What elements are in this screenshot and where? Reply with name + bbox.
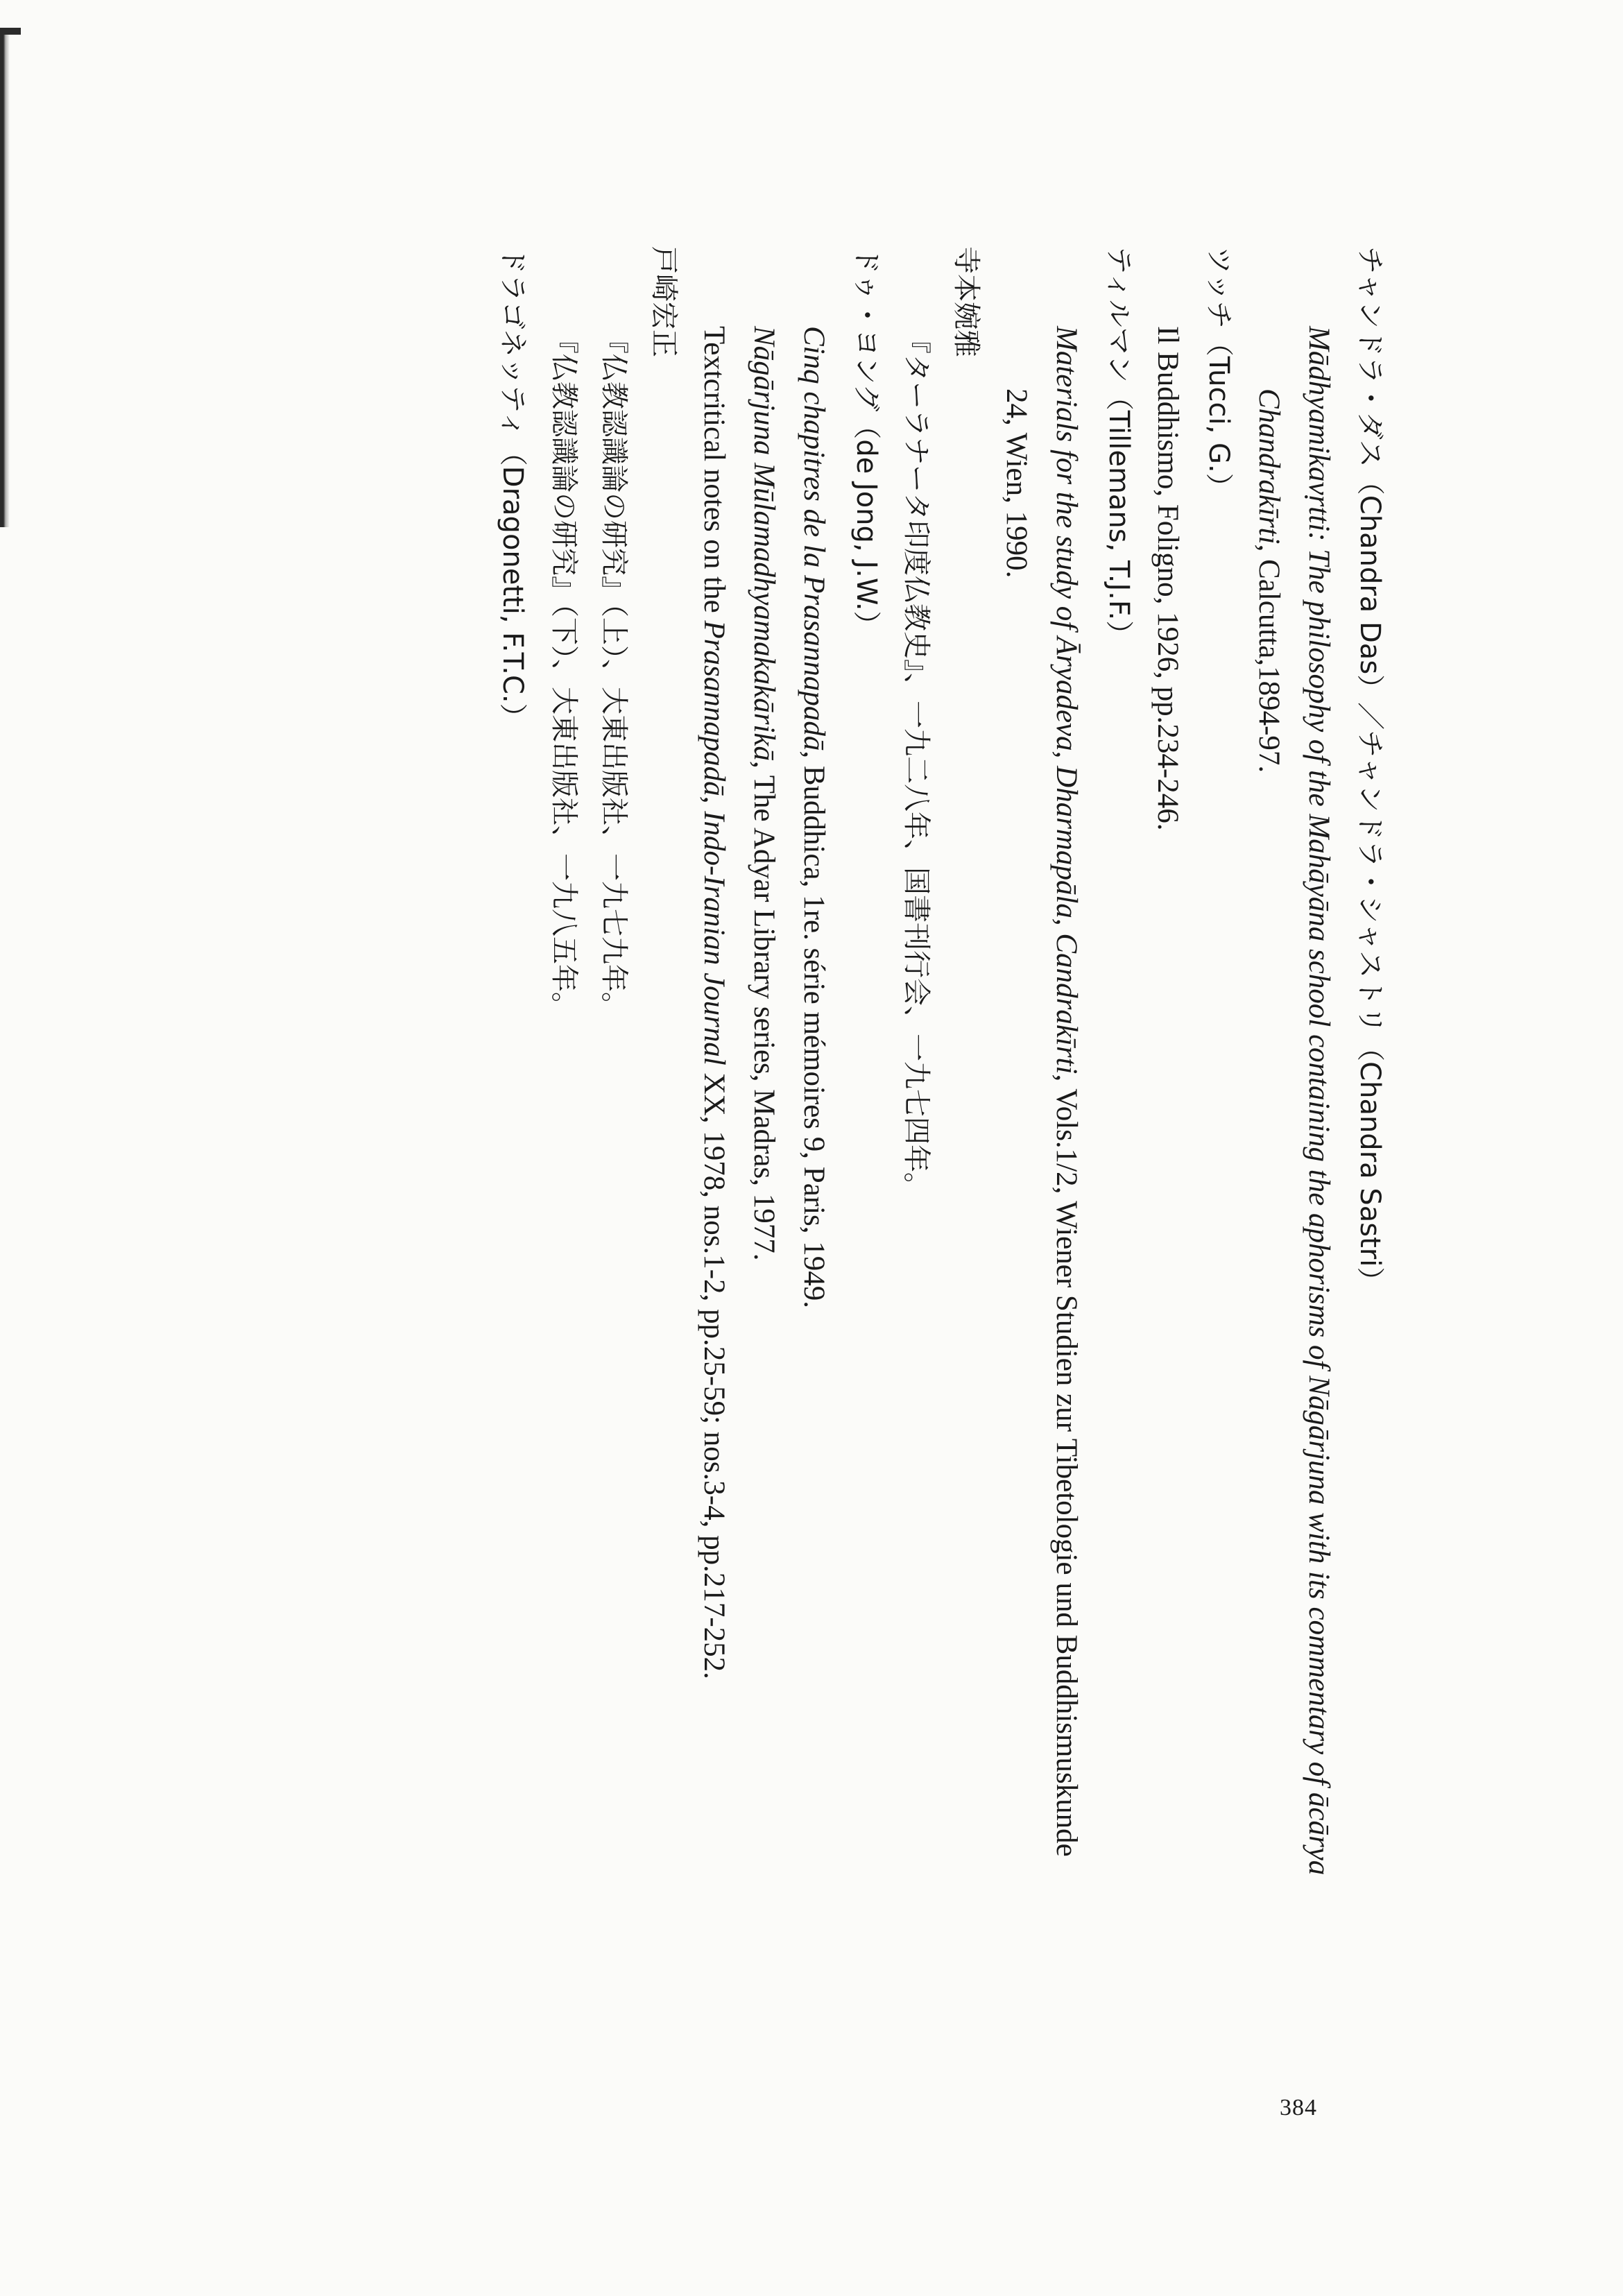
journal-title: Indo-Iranian Journal — [698, 811, 730, 1065]
author-heading: ツッチ（Tucci, G.） — [1203, 246, 1235, 501]
reference-title: Nāgārjuna Mūlamadhyamakakārikā — [748, 326, 780, 762]
reference-title: Chandrakīrti — [1253, 388, 1285, 545]
scan-binding-corner — [0, 28, 21, 35]
reference-details: , Calcutta,1894-97. — [1253, 544, 1285, 773]
reference-title: Cinq chapitres de la Prasannapadā — [798, 326, 830, 751]
reference-title: Mādhyamikavṛtti: The philosophy of the Mahāyāna school containing the aphorisms of Nāgārjuna with its commentary of ācārya — [1303, 326, 1335, 1876]
author-heading: ドゥ・ヨング（de Jong, J.W.） — [850, 246, 882, 639]
reference-details: , Buddhica, 1re. série mémoires 9, Paris, 1949. — [798, 751, 830, 1309]
reference-title: Prasannapadā — [698, 620, 730, 796]
reference-line: 『仏教認識論の研究』（上）、大東出版社、一九七九年。 — [598, 326, 630, 1020]
reference-details: , The Adyar Library series, Madras, 1977. — [748, 761, 780, 1261]
reference-separator: , — [698, 796, 730, 812]
reference-line — [699, 326, 729, 1679]
author-heading: 戸崎宏正 — [648, 246, 680, 357]
reference-details: , Vols.1/2, Wiener Studien zur Tibetologie und Buddhismuskunde — [1050, 1074, 1083, 1857]
author-heading: チャンドラ・ダス（Chandra Das）／チャンドラ・シャストリ（Chandra Sastri） — [1354, 246, 1386, 1295]
reference-line — [799, 326, 829, 1308]
reference-line: Il Buddhismo, Foligno, 1926, pp.234-246. — [1151, 326, 1184, 831]
author-heading: ティルマン（Tillemans, T.J.F.） — [1103, 246, 1135, 649]
reference-details: XX, 1978, nos.1-2, pp.25-59; nos.3-4, pp.217-252. — [698, 1065, 730, 1679]
reference-prefix: Textcritical notes on the — [698, 326, 730, 621]
reference-line-continued: 24, Wien, 1990. — [1000, 388, 1033, 579]
author-heading: ドラゴネッティ（Dragonetti, F.T.C.） — [497, 246, 529, 731]
reference-title: Materials for the study of Āryadeva, Dharmapāla, Candrakīrti — [1050, 326, 1083, 1074]
reference-line-continued — [1254, 388, 1284, 773]
reference-line — [1051, 326, 1081, 1857]
bibliography-block — [135, 246, 1384, 2188]
reference-line — [1304, 326, 1334, 1875]
reference-line: 『ターラナータ印度仏教史』、一九二八年、国書刊行会、一九七四年。 — [900, 326, 932, 1200]
reference-line: 『仏教認識論の研究』（下）、大東出版社、一九八五年。 — [548, 326, 580, 1020]
reference-line — [749, 326, 779, 1260]
author-heading: 寺本婉雅 — [950, 246, 982, 357]
page-number: 384 — [1280, 2095, 1317, 2121]
scan-binding-edge — [0, 28, 10, 527]
